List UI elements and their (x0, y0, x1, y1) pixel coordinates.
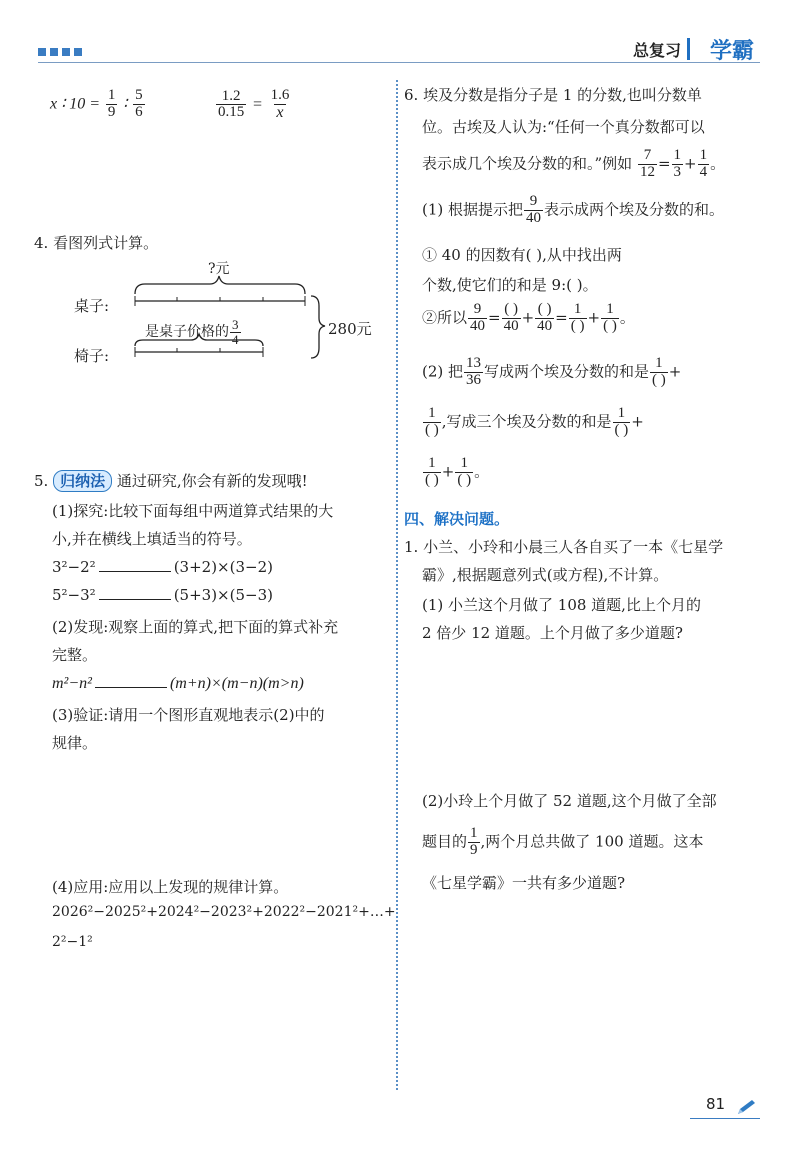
problem-1-part1-line1: (1) 小兰这个月做了 108 道题,比上个月的 (422, 596, 701, 614)
q5-part2-line2: 完整。 (52, 646, 98, 664)
page-number: 81 (706, 1095, 726, 1113)
answer-blank[interactable] (95, 686, 167, 688)
q6-line3: 表示成几个埃及分数的和。”例如 $\frac{7}{12}$ = $\frac{1}{3}$ + $\frac{1}{4}$ 。 (422, 147, 726, 180)
q5-part4: (4)应用:应用以上发现的规律计算。 (52, 878, 289, 896)
q5-part3-line2: 规律。 (52, 734, 98, 752)
header-rule (38, 62, 760, 63)
q6-part2-line3: $\frac{1}{( )}$ + $\frac{1}{( )}$ 。 (425, 455, 490, 488)
header-square-4 (74, 48, 82, 56)
q5-series-line1: 2026²−2025²+2024²−2023²+2022²−2021²+…+ (52, 904, 396, 920)
answer-blank[interactable] (99, 570, 171, 572)
q6-line1: 6. 埃及分数是指分子是 1 的分数,也叫分数单 (404, 86, 702, 104)
q6-part1-step2: ②所以 $\frac{9}{40}$ = $\frac{( )}{40}$ + $\frac{( )}{40}$ = $\frac{1}{( )}$ + $\frac{1}{( )}$ 。 (422, 301, 635, 334)
problem-1-line1: 1. 小兰、小玲和小晨三人各自买了一本《七星学 (404, 538, 724, 556)
problem-1-part2-line3: 《七星学霸》一共有多少道题? (422, 874, 626, 892)
q5-part2-line1: (2)发现:观察上面的算式,把下面的算式补充 (52, 618, 339, 636)
answer-blank[interactable] (99, 598, 171, 600)
q5-compare-1: 3²−2² (3+2)×(3−2) (52, 558, 273, 576)
q6-part1-step1b: 个数,使它们的和是 9:( )。 (422, 276, 598, 294)
section-4-title: 四、解决问题。 (404, 510, 510, 528)
q5-compare-2: 5²−3² (5+3)×(5−3) (52, 586, 273, 604)
q5-series-line2: 2²−1² (52, 934, 93, 950)
problem-1-line2: 霸》,根据题意列式(或方程),不计算。 (422, 566, 669, 584)
q5-part1-line2: 小,并在横线上填适当的符号。 (52, 530, 252, 548)
q5-general-formula: m²−n² (m+n)×(m−n)(m>n) (52, 675, 304, 692)
chair-ratio-note: 是桌子价格的 $\frac{3}{4}$ (145, 317, 239, 347)
q6-part2-line1: (2) 把 $\frac{13}{36}$ 写成两个埃及分数的和是 $\frac{1}{( )}$ + (422, 355, 682, 388)
brand-logo: 学霸 (709, 39, 754, 64)
chair-label: 椅子: (74, 347, 110, 365)
equation-1: x ∶ 10 = $\frac{1}{9}$ ∶ $\frac{5}{6}$ (50, 87, 143, 120)
header-square-2 (50, 48, 58, 56)
problem-1-part2-line1: (2)小玲上个月做了 52 道题,这个月做了全部 (422, 792, 717, 810)
q5-part1-line1: (1)探究:比较下面每组中两道算式结果的大 (52, 502, 334, 520)
question-5-header: 5. 归纳法 通过研究,你会有新的发现哦! (34, 472, 308, 490)
desk-label: 桌子: (74, 297, 110, 315)
q6-line2: 位。古埃及人认为:“任何一个真分数都可以 (422, 118, 705, 136)
column-divider (396, 80, 398, 1090)
header-square-3 (62, 48, 70, 56)
q6-part2-line2: $\frac{1}{( )}$ ,写成三个埃及分数的和是 $\frac{1}{( )}$ + (425, 405, 644, 438)
q5-part3-line1: (3)验证:请用一个图形直观地表示(2)中的 (52, 706, 325, 724)
method-badge: 归纳法 (53, 470, 112, 492)
problem-1-part2-line2: 题目的 $\frac{1}{9}$ ,两个月总共做了 100 道题。这本 (422, 825, 704, 858)
equation-2: $\frac{1.2}{0.15}$ = $\frac{1.6}{x}$ (218, 87, 290, 121)
pencil-icon (736, 1098, 758, 1116)
total-price-label: 280元 (328, 320, 372, 338)
footer-rule (690, 1118, 760, 1119)
q6-part1: (1) 根据提示把 $\frac{9}{40}$ 表示成两个埃及分数的和。 (422, 193, 725, 226)
unknown-price-label: ?元 (208, 261, 230, 277)
header-square-1 (38, 48, 46, 56)
section-label: 总复习 (633, 41, 682, 60)
q6-part1-step1: ① 40 的因数有( ),从中找出两 (422, 246, 622, 264)
brand-divider (687, 38, 690, 60)
question-4-title: 4. 看图列式计算。 (34, 234, 159, 252)
problem-1-part1-line2: 2 倍少 12 道题。上个月做了多少道题? (422, 624, 683, 642)
